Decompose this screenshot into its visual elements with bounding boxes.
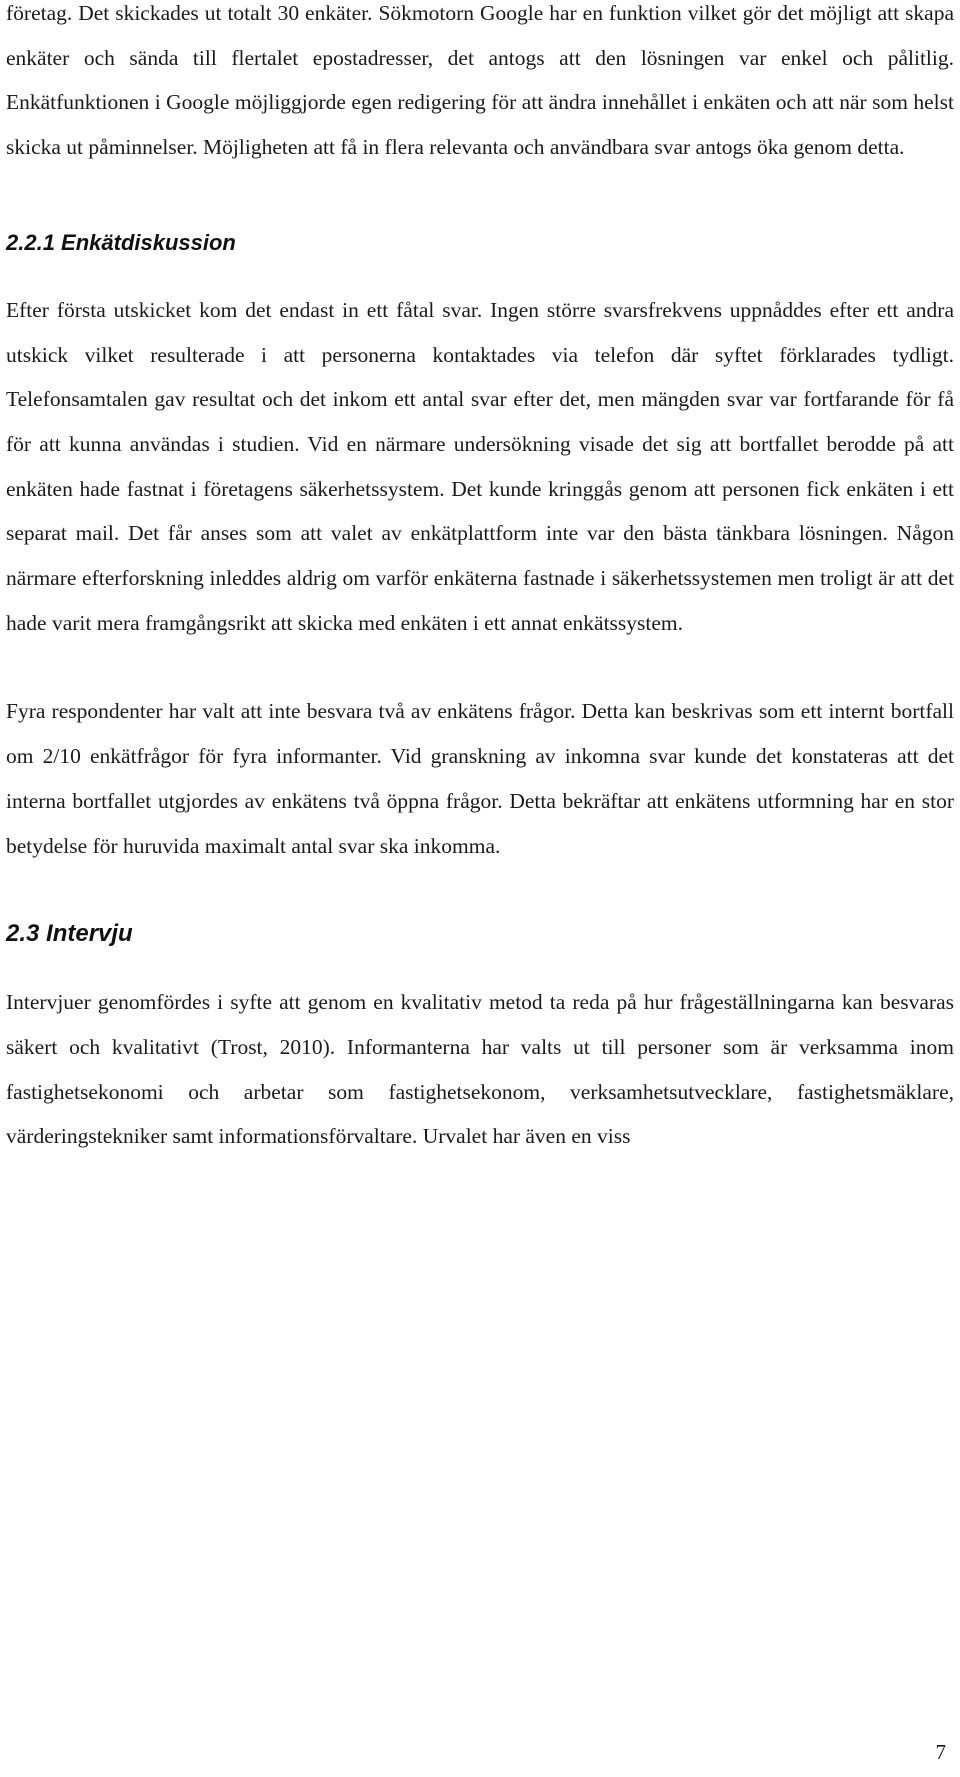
paragraph-interviews: Intervjuer genomfördes i syfte att genom en kvalitativ metod ta reda på hur frågeställningarna kan besvaras säkert och kvalitativt (Trost, 2010). Informanterna har valts ut till personer som är verksamma inom fastighetsekonomi och arbetar som fastighetsekonom, verksamhetsutvecklare, fastighetsmäklare, värderingstekniker samt informationsförvaltare. Urvalet har även en viss: [6, 990, 954, 1149]
paragraph-internal-dropout: Fyra respondenter har valt att inte besvara två av enkätens frågor. Detta kan beskrivas som ett internt bortfall om 2/10 enkätfrågor för fyra informanter. Vid granskning av inkomna svar kunde det konstateras att det interna bortfallet utgjordes av enkätens två öppna frågor. Detta bekräftar att enkätens utformning har en stor betydelse för huruvida maximalt antal svar ska inkomma.: [6, 699, 954, 858]
paragraph-survey-responses: Efter första utskicket kom det endast in ett fåtal svar. Ingen större svarsfrekvens uppnåddes efter ett andra utskick vilket resulterade i att personerna kontaktades via telefon där syftet förklarades tydligt. Telefonsamtalen gav resultat och det inkom ett antal svar efter det, men mängden svar var fortfarande för få för att kunna användas i studien. Vid en närmare undersökning visade det sig att bortfallet berodde på att enkäten hade fastnat i företagens säkerhetssystem. Det kunde kringgås genom att personen fick enkäten i ett separat mail. Det får anses som att valet av enkätplattform inte var den bästa tänkbara lösningen. Någon närmare efterforskning inleddes aldrig om varför enkäterna fastnade i säkerhetssystemen men troligt är att det hade varit mera framgångsrikt att skicka med enkäten i ett annat enkätssystem.: [6, 297, 954, 635]
document-page: [6, 0, 954, 1159]
paragraph-survey-method: företag. Det skickades ut totalt 30 enkäter. Sökmotorn Google har en funktion vilket gör det möjligt att skapa enkäter och sända till flertalet epostadresser, det antogs att den lösningen var enkel och pålitlig. Enkätfunktionen i Google möjliggjorde egen redigering för att ändra innehållet i enkäten och att när som helst skicka ut påminnelser. Möjligheten att få in flera relevanta och användbara svar antogs öka genom detta.: [6, 1, 954, 160]
page-number: 7: [935, 1740, 946, 1764]
heading-interview: 2.3 Intervju: [6, 920, 133, 948]
heading-survey-discussion: 2.2.1 Enkätdiskussion: [6, 229, 236, 255]
